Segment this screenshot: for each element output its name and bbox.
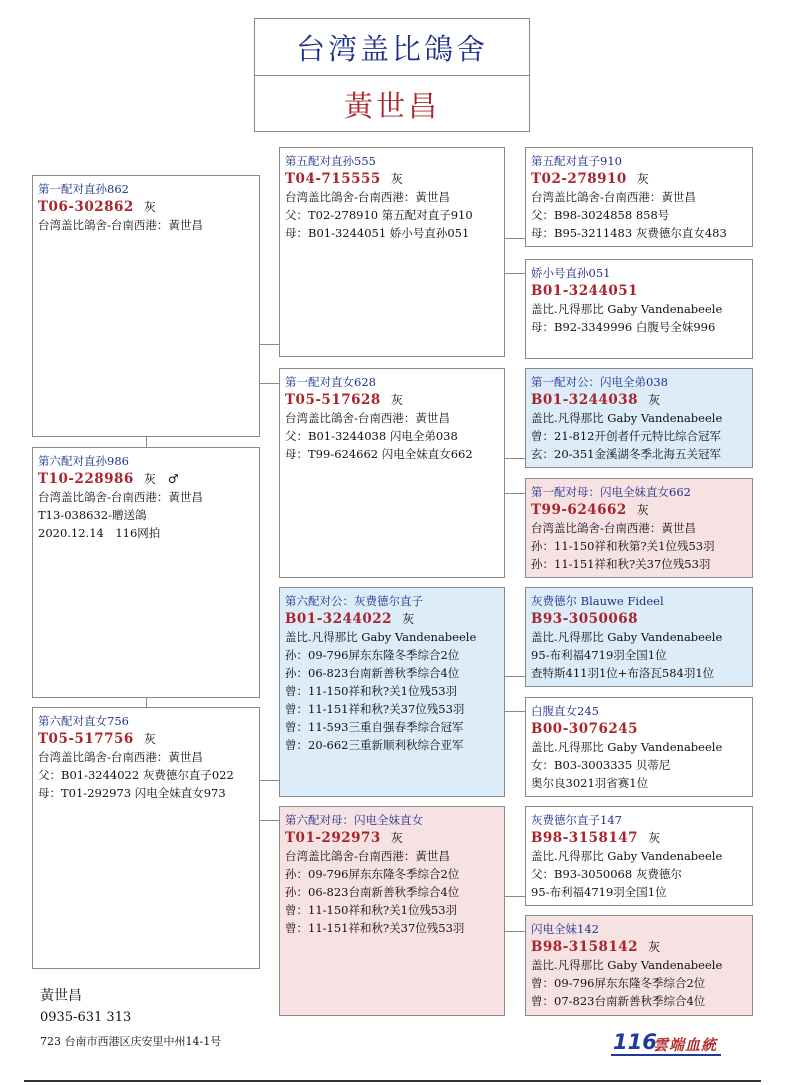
pigeon-card-dam-973[interactable] [279,806,505,1016]
ring-number: B01-3244038 [531,392,639,408]
footer-address: 723 台南市西港区庆安里中州14-1号 [40,1035,222,1048]
pigeon-info-line: 曾：07-823台南新善秋季综合4位 [531,994,706,1008]
pigeon-info-line: 曾：20-662三重新顺利秋综合亚军 [285,738,464,752]
pigeon-info-line: 玄：20-351金溪湖冬季北海五关冠军 [531,447,721,461]
ring-number-row [531,610,746,628]
pigeon-info-line: 孙：09-796屏东东隆冬季综合2位 [285,648,460,662]
pigeon-info-line: 盖比.凡得那比 Gaby Vandenabeele [531,411,723,425]
cloud-pedigree-logo [611,1030,731,1056]
pigeon-info-line: 父：T02-278910 第五配对直子910 [285,208,473,222]
ring-number-row [531,391,746,409]
pigeon-title: 第一配对直孙862 [38,182,129,196]
pigeon-info-line: 台湾盖比鴿舍-台南西港：黃世昌 [285,849,450,863]
pigeon-info-line: 盖比.凡得那比 Gaby Vandenabeele [285,630,477,644]
ring-number-row [285,170,498,188]
pigeon-info-line: 孙：11-151祥和秋?关37位残53羽 [531,557,711,571]
pigeon-info-line: 母：B92-3349996 白腹号全妹996 [531,320,716,334]
logo-number: 116 [613,1030,657,1054]
pigeon-title: 白腹直女245 [531,704,599,718]
pigeon-info-line: 95-布利福4719羽全国1位 [531,885,667,899]
pigeon-card-038[interactable] [525,368,753,468]
pigeon-info-line: 台湾盖比鴿舍-台南西港：黃世昌 [285,411,450,425]
connector-line [146,437,147,447]
pigeon-info-line: 盖比.凡得那比 Gaby Vandenabeele [531,630,723,644]
ring-number: T04-715555 [285,171,381,187]
ring-number-row [38,470,253,488]
pedigree-header [254,18,530,132]
connector-line [260,820,280,821]
pigeon-info-line: 曾：11-150祥和秋?关1位残53羽 [285,684,458,698]
ring-number-row [531,829,746,847]
pigeon-card-147[interactable] [525,806,753,906]
pigeon-title: 第一配对直女628 [285,375,376,389]
pigeon-info-line: 孙：06-823台南新善秋季综合4位 [285,885,460,899]
pigeon-color: 灰 [390,172,403,186]
loft-name: 台湾盖比鴿舍 [255,19,529,76]
pigeon-info-line: 查特斯411羽1位+布洛瓦584羽1位 [531,666,715,680]
pigeon-card-subject-862[interactable] [32,175,260,437]
pigeon-color: 灰 [143,732,156,746]
connector-line [260,383,280,384]
ring-number-row [38,730,253,748]
ring-number-row [285,829,498,847]
pigeon-info-line: 盖比.凡得那比 Gaby Vandenabeele [531,302,723,316]
pigeon-title: 第六配对直孙986 [38,454,129,468]
ring-number-row [531,720,746,738]
pigeon-info-line: 孙：09-796屏东东隆冬季综合2位 [285,867,460,881]
footer-name: 黃世昌 [40,988,82,1004]
pigeon-info-line: 台湾盖比鴿舍-台南西港：黃世昌 [38,750,203,764]
pigeon-card-662[interactable] [525,478,753,578]
pigeon-info-line: 父：B01-3244022 灰费德尔直子022 [38,768,234,782]
pigeon-card-142[interactable] [525,915,753,1016]
pigeon-card-068[interactable] [525,587,753,687]
pigeon-card-051[interactable] [525,259,753,359]
pigeon-color: 灰 [636,503,649,517]
pigeon-title: 第六配对直女756 [38,714,129,728]
pigeon-color: 灰 [143,200,156,214]
ring-number: B00-3076245 [531,721,639,737]
pigeon-info-line: 曾：21-812开创者仟元特比综合冠军 [531,429,721,443]
pigeon-title: 第一配对公：闪电全弟038 [531,375,668,389]
ring-number: B93-3050068 [531,611,639,627]
ring-number-row [285,610,498,628]
pigeon-info-line: 父：B01-3244038 闪电全弟038 [285,429,458,443]
ring-number: T06-302862 [38,199,134,215]
connector-line [505,458,525,459]
pigeon-title: 第六配对公：灰费德尔直子 [285,594,423,608]
ring-number-row [531,170,746,188]
ring-number: T05-517628 [285,392,381,408]
ring-number-row [531,938,746,956]
logo-text: 雲端血統 [653,1036,718,1054]
owner-name: 黃世昌 [343,88,440,123]
connector-line [505,273,525,274]
connector-line [505,711,525,712]
pigeon-info-line: 母：T99-624662 闪电全妹直女662 [285,447,473,461]
pigeon-card-subject-986[interactable] [32,447,260,698]
ring-number-row [531,282,746,300]
pigeon-color: 灰 [143,472,156,486]
pigeon-title: 娇小号直孙051 [531,266,611,280]
pigeon-card-245[interactable] [525,697,753,797]
pigeon-info-line: 母：B95-3211483 灰费德尔直女483 [531,226,727,240]
pigeon-title: 闪电全妹142 [531,922,599,936]
connector-line [146,698,147,707]
pigeon-info-line: 台湾盖比鴿舍-台南西港：黃世昌 [531,521,696,535]
pigeon-info-line: 95-布利福4719羽全国1位 [531,648,667,662]
ring-number: B01-3244051 [531,283,639,299]
pigeon-info-line: 2020.12.14 116网拍 [38,526,161,540]
connector-line [505,238,525,239]
bottom-divider [24,1080,761,1082]
connector-line [505,896,525,897]
pigeon-info-line: 盖比.凡得那比 Gaby Vandenabeele [531,958,723,972]
pigeon-info-line: 曾：11-593三重自强春季综合冠军 [285,720,464,734]
pigeon-color: 灰 [390,831,403,845]
pigeon-card-sire-555[interactable] [279,147,505,357]
pigeon-info-line: 曾：11-151祥和秋?关37位残53羽 [285,921,465,935]
pigeon-info-line: 盖比.凡得那比 Gaby Vandenabeele [531,849,723,863]
pigeon-info-line: 台湾盖比鴿舍-台南西港：黃世昌 [38,490,203,504]
connector-line [505,676,525,677]
pigeon-title: 第一配对母：闪电全妹直女662 [531,485,691,499]
pigeon-info-line: 台湾盖比鴿舍-台南西港：黃世昌 [531,190,696,204]
ring-number: B98-3158142 [531,939,639,955]
pigeon-info-line: 女：B03-3003335 贝蒂尼 [531,758,671,772]
connector-line [260,344,280,345]
pigeon-info-line: 母：B01-3244051 娇小号直孙051 [285,226,470,240]
pigeon-title: 第五配对直孙555 [285,154,376,168]
pigeon-info-line: 曾：11-150祥和秋?关1位残53羽 [285,903,458,917]
pigeon-color: 灰 [648,393,661,407]
pigeon-title: 第五配对直子910 [531,154,622,168]
pigeon-info-line: T13-038632-贈送鴿 [38,508,147,522]
ring-number: T05-517756 [38,731,134,747]
pigeon-title: 灰费德尔直子147 [531,813,622,827]
pigeon-title: 灰费德尔 Blauwe Fideel [531,594,664,608]
pigeon-info-line: 父：B98-3024858 858号 [531,208,670,222]
ring-number: B01-3244022 [285,611,393,627]
pigeon-info-line: 父：B93-3050068 灰费德尔 [531,867,682,881]
footer-phone: 0935-631 313 [40,1010,132,1025]
pigeon-card-dam-628[interactable] [279,368,505,578]
pigeon-color: 灰 [402,612,415,626]
pigeon-color: 灰 [648,831,661,845]
pigeon-color: 灰 [390,393,403,407]
pigeon-info-line: 台湾盖比鴿舍-台南西港：黃世昌 [285,190,450,204]
pigeon-card-910[interactable] [525,147,753,247]
pigeon-color: 灰 [636,172,649,186]
pigeon-color: 灰 [648,940,661,954]
pigeon-card-sire-022[interactable] [279,587,505,797]
connector-line [260,780,280,781]
ring-number: T01-292973 [285,830,381,846]
pigeon-info-line: 曾：11-151祥和秋?关37位残53羽 [285,702,465,716]
pigeon-info-line: 母：T01-292973 闪电全妹直女973 [38,786,226,800]
pigeon-card-subject-756[interactable] [32,707,260,969]
ring-number: T02-278910 [531,171,627,187]
connector-line [505,931,525,932]
male-icon: ♂ [167,472,180,486]
pigeon-info-line: 台湾盖比鴿舍-台南西港：黃世昌 [38,218,203,232]
pigeon-info-line: 曾：09-796屏东东隆冬季综合2位 [531,976,706,990]
ring-number-row [285,391,498,409]
ring-number-row [531,501,746,519]
pigeon-title: 第六配对母：闪电全妹直女 [285,813,423,827]
ring-number-row [38,198,253,216]
ring-number: B98-3158147 [531,830,639,846]
ring-number: T10-228986 [38,471,134,487]
pigeon-info-line: 孙：06-823台南新善秋季综合4位 [285,666,460,680]
ring-number: T99-624662 [531,502,627,518]
pigeon-info-line: 孙：11-150祥和秋第?关1位残53羽 [531,539,715,553]
connector-line [505,493,525,494]
pigeon-info-line: 奥尔良3021羽省赛1位 [531,776,649,790]
logo-underline [611,1054,721,1056]
pigeon-info-line: 盖比.凡得那比 Gaby Vandenabeele [531,740,723,754]
